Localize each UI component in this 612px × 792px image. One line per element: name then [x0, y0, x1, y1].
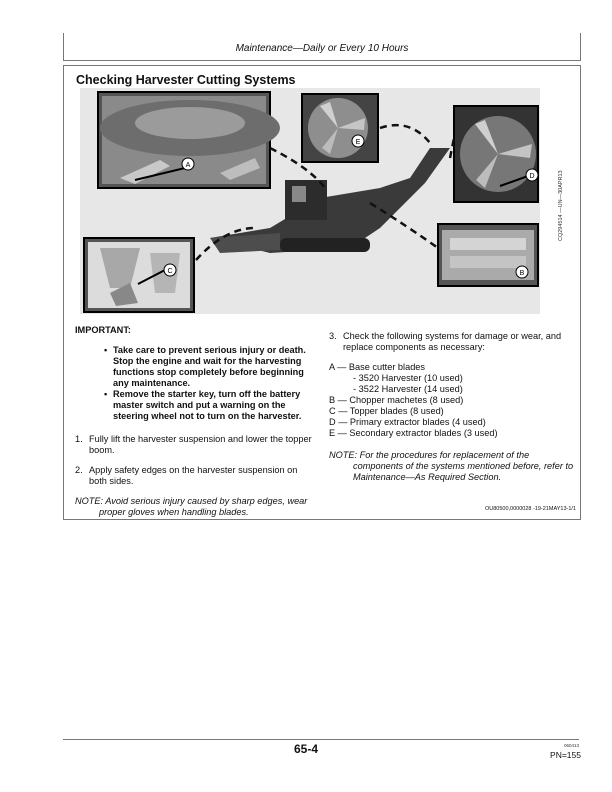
inset-chopper: [438, 224, 538, 286]
part-a-sub: - 3520 Harvester (10 used): [353, 373, 463, 383]
document-reference: OU80500,0000028 -19-21MAY13-1/1: [484, 506, 576, 512]
inset-primary-extractor: [454, 106, 538, 202]
harvester-figure: [80, 88, 540, 314]
inset-base-cutter: [98, 92, 280, 188]
inset-secondary-extractor: [302, 94, 378, 162]
inset-topper: [84, 238, 194, 312]
part-c: C — Topper blades (8 used): [329, 406, 444, 416]
step-2: 2. Apply safety edges on the harvester suspension on both sides.: [75, 465, 298, 486]
callout-a: A: [185, 162, 191, 169]
bullet-icon: •: [104, 345, 108, 355]
callout-b: B: [519, 270, 525, 277]
step-1: 1. Fully lift the harvester suspension and lower the topper boom.: [75, 434, 312, 455]
part-d: D — Primary extractor blades (4 used): [329, 417, 486, 427]
step-3: 3. Check the following systems for damage or wear, and replace components as necessary:: [329, 331, 562, 352]
bullet-icon: •: [104, 389, 108, 399]
important-bullet: • Remove the starter key, turn off the battery master switch and put a warning on the steering wheel not to turn on the harvester.: [104, 389, 302, 421]
content-box: [63, 65, 581, 520]
part-b: B — Chopper machetes (8 used): [329, 395, 464, 405]
callout-e: E: [355, 139, 361, 146]
callout-d: D: [529, 173, 535, 180]
section-title: Checking Harvester Cutting Systems: [76, 73, 296, 87]
harvester-illustration: [80, 88, 540, 314]
important-label: IMPORTANT:: [75, 325, 131, 335]
note-procedures: NOTE: For the procedures for replacement of the components of the systems mentioned before, refer to Maintenance—As Required Section.: [329, 450, 574, 482]
part-a: A — Base cutter blades: [329, 362, 426, 372]
part-a-sub: - 3522 Harvester (14 used): [353, 384, 463, 394]
page-number: 65-4: [293, 742, 319, 756]
part-e: E — Secondary extractor blades (3 used): [329, 428, 498, 438]
footer-rule: [63, 739, 579, 740]
pn-number: PN=155: [550, 750, 581, 760]
parts-list: [329, 362, 574, 439]
footer-code: 060413: [563, 743, 579, 748]
header-frame: [63, 33, 581, 61]
callout-c: C: [167, 268, 173, 275]
running-header: Maintenance—Daily or Every 10 Hours: [235, 43, 409, 54]
important-bullet: • Take care to prevent serious injury or death. Stop the engine and wait for the harvesting functions stop completely before beginning any maintenance.: [104, 345, 306, 388]
right-column: [329, 331, 574, 483]
note-sharp-edges: NOTE: Avoid serious injury caused by sharp edges, wear proper gloves when handling blades.: [75, 496, 308, 517]
figure-code: CQ294514 —UN—30APR13: [558, 170, 564, 241]
left-column: [75, 325, 315, 518]
